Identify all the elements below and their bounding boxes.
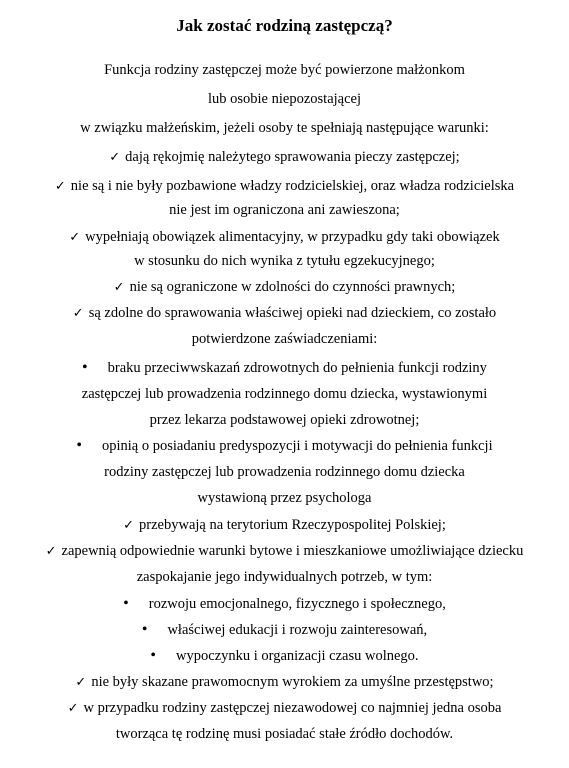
condition-text: w przypadku rodziny zastępczej niezawodowej co najmniej jedna osoba	[83, 700, 502, 716]
page-title: Jak zostać rodziną zastępczą?	[176, 16, 393, 35]
condition-text: dają rękojmię należytego sprawowania pieczy zastępczej;	[125, 149, 460, 165]
certificate-continuation: zastępczej lub prowadzenia rodzinnego domu dziecka, wystawionymi	[81, 386, 488, 402]
need-item	[0, 620, 569, 640]
need-text: właściwej edukacji i rozwoju zainteresowań,	[167, 622, 428, 638]
intro-line: lub osobie niepozostającej	[207, 91, 361, 107]
bullet-icon: •	[141, 621, 148, 638]
bullet-icon: •	[76, 437, 82, 454]
condition-text: zapewnią odpowiednie warunki bytowe i mieszkaniowe umożliwiające dziecku	[61, 543, 524, 559]
condition-text: nie są ograniczone w zdolności do czynności prawnych;	[129, 279, 456, 295]
condition-item	[0, 698, 569, 719]
need-text: rozwoju emocjonalnego, fizycznego i społecznego,	[148, 596, 446, 612]
condition-text: są zdolne do sprawowania właściwej opieki nad dzieckiem, co zostało	[88, 305, 497, 321]
condition-text: przebywają na terytorium Rzeczypospolitej Polskiej;	[139, 517, 446, 533]
condition-text: nie były skazane prawomocnym wyrokiem za umyślne przestępstwo;	[91, 674, 494, 690]
checkmark-icon: ✓	[54, 179, 66, 194]
condition-item	[0, 303, 569, 324]
condition-continuation: w stosunku do nich wynika z tytułu egzekucyjnego;	[134, 253, 435, 269]
condition-continuation: nie jest im ograniczona ani zawieszona;	[169, 202, 400, 218]
certificate-text: opinią o posiadaniu predyspozycji i motywacji do pełnienia funkcji	[102, 438, 493, 454]
checkmark-icon: ✓	[123, 518, 135, 533]
bullet-icon: •	[123, 595, 129, 612]
need-text: wypoczynku i organizacji czasu wolnego.	[176, 648, 419, 664]
condition-item	[0, 147, 569, 168]
condition-item	[0, 277, 569, 298]
need-item	[0, 594, 569, 614]
condition-item	[0, 541, 569, 562]
checkmark-icon: ✓	[75, 675, 87, 690]
condition-text: nie są i nie były pozbawione władzy rodzicielskiej, oraz władza rodzicielska	[70, 178, 515, 194]
checkmark-icon: ✓	[113, 280, 125, 295]
condition-continuation: zaspokajanie jego indywidualnych potrzeb, w tym:	[136, 569, 433, 585]
condition-item	[0, 672, 569, 693]
bullet-icon: •	[82, 359, 88, 376]
bullet-icon: •	[150, 647, 157, 664]
intro-line: w związku małżeńskim, jeżeli osoby te spełniają następujące warunki:	[80, 120, 489, 136]
certificate-continuation: wystawioną przez psychologa	[197, 490, 372, 506]
checkmark-icon: ✓	[69, 230, 81, 245]
condition-continuation: tworząca tę rodzinę musi posiadać stałe źródło dochodów.	[115, 726, 454, 742]
intro-line: Funkcja rodziny zastępczej może być powierzone małżonkom	[104, 62, 465, 78]
condition-item	[0, 515, 569, 536]
checkmark-icon: ✓	[67, 701, 79, 716]
certificate-continuation: przez lekarza podstawowej opieki zdrowotnej;	[149, 412, 420, 428]
certificate-item	[0, 358, 569, 378]
certificate-text: braku przeciwwskazań zdrowotnych do pełnienia funkcji rodziny	[107, 360, 487, 376]
checkmark-icon: ✓	[45, 544, 57, 559]
checkmark-icon: ✓	[72, 306, 84, 321]
condition-item	[0, 227, 569, 248]
certificate-continuation: rodziny zastępczej lub prowadzenia rodzinnego domu dziecka	[104, 464, 465, 480]
certificate-item	[0, 436, 569, 456]
condition-continuation: potwierdzone zaświadczeniami:	[191, 331, 378, 347]
condition-text: wypełniają obowiązek alimentacyjny, w przypadku gdy taki obowiązek	[85, 229, 500, 245]
checkmark-icon: ✓	[109, 150, 121, 165]
condition-item	[0, 176, 569, 197]
need-item	[0, 646, 569, 666]
